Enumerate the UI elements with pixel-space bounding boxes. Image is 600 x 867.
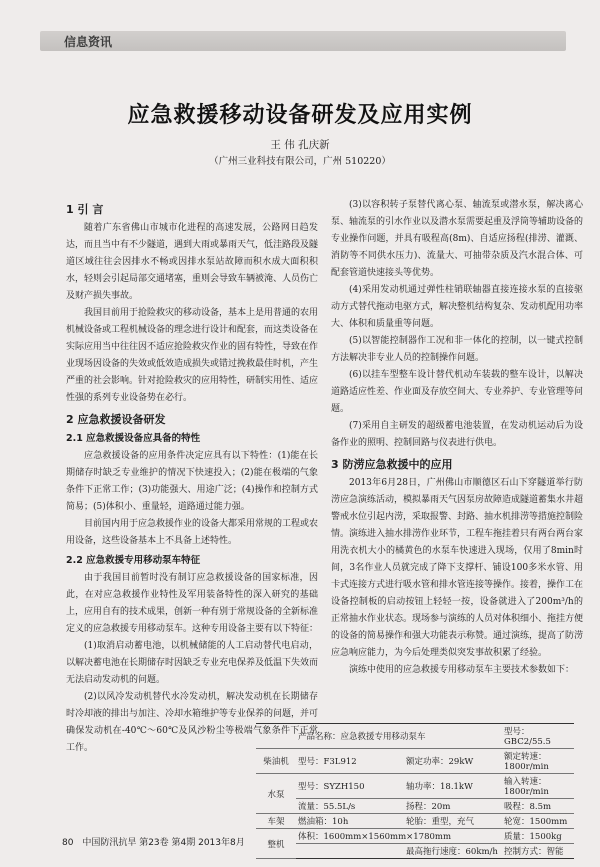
table-cell: 质量：1500kg xyxy=(502,829,574,844)
table-cell: 轴功率：18.1kW xyxy=(404,774,502,799)
journal-info: 中国防汛抗旱 第23卷 第4期 2013年8月 xyxy=(82,838,245,848)
table-cell: 额定功率：29kW xyxy=(404,749,502,774)
table-cell: 整机 xyxy=(256,829,296,859)
section-tag-label: 信息资讯 xyxy=(64,35,113,49)
paragraph: 2013年6月28日，广州佛山市顺德区石山下穿隧道举行防涝应急演练活动，模拟暴雨天气因泵房故障造成隧道蓄集水井超警戒水位引起内涝，采取报警、封路、抽水机排涝等措施控制险情。演练进入抽水排涝作业环节，工程车拖挂着只有两台两台家用洗衣机大小的橘黄色的水泵车快速进入现场，仅用了8min时间，3名作业人员就完成了降下支撑杆、铺设100多米水管、用卡式连接方式进行吸水管和排水管连接等操作。接着，操作工在设备控制板的启动按钮上轻轻一按，设备就进入了200m³/h的正常抽水作业状态。现场参与演练的人员对体积细小、拖挂方便的设备的简易操作和强大功能表示称赞。通过演练，提高了防涝应急响应能力，为今后处理类似突发事故积累了经验。 xyxy=(331,478,584,658)
page-number: 80 xyxy=(62,838,74,848)
paragraph: (1)取消启动蓄电池，以机械储能的人工启动替代电启动，以解决蓄电池在长期储存时因缺乏专业充电保养及低温下失效而无法启动发动机的问题。 xyxy=(66,641,319,685)
table-cell: 流量：55.5L/s xyxy=(296,799,404,814)
table-cell: 水泵 xyxy=(256,774,296,814)
paragraph: 随着广东省佛山市城市化进程的高速发展，公路网日趋发达，而且当中有不少隧道，遇到大雨或暴雨天气，低洼路段及隧道区域往往会因排水不畅或因排水泵站故障而积水成大面积积水，轻则会引起局部交通堵塞，重则会导致车辆被淹、人员伤亡及财产损失事故。 xyxy=(66,223,319,301)
right-column xyxy=(331,197,583,679)
article-authors: 王 伟 孔庆新 xyxy=(270,139,330,151)
table-cell: 输入转速：1800r/min xyxy=(502,774,574,799)
table-row xyxy=(256,724,574,749)
heading-section-2-2: 2.2 应急救援专用移动泵车特征 xyxy=(66,555,201,566)
paragraph: (5)以智能控制器作工况和非一体化的控制，以一键式控制方法解决非专业人员的控制操作问题。 xyxy=(331,336,583,363)
table-row xyxy=(256,799,574,814)
paragraph: (6)以挂车型整车设计替代机动车装载的整车设计，以解决道路适应性差、作业面及存放空间大、专业养护、专业管理等问题。 xyxy=(331,370,584,414)
paragraph: (4)采用发动机通过弹性柱销联轴器直接连接水泵的直接驱动方式替代拖动电驱方式，解决整机结构复杂、发动机配用功率大、体积和质量重等问题。 xyxy=(331,285,584,329)
paragraph: (3)以容积转子泵替代离心泵、轴流泵或潜水泵，解决离心泵、轴流泵的引水作业以及潜水泵需要起重及浮筒等辅助设备的专业操作问题，并具有吸程高(8m)、自适应扬程(排涝、灌溉、消防等不同供水压力)、流量大、可抽带杂质及汽水混合体、可配套管道快速接头等优势。 xyxy=(331,200,584,278)
table-cell: 轮胎：重型，充气 xyxy=(404,814,502,829)
table-cell xyxy=(296,844,404,859)
table-cell: 控制方式：智能 xyxy=(502,844,574,859)
table-cell: 柴油机 xyxy=(256,749,296,774)
table-cell: 车架 xyxy=(256,814,296,829)
table-cell: 燃油箱：10h xyxy=(296,814,404,829)
table-cell: 产品名称：应急救援专用移动泵车 xyxy=(296,724,502,749)
table-cell: 体积：1600mm×1560mm×1780mm xyxy=(296,829,502,844)
heading-section-2: 2 应急救援设备研发 xyxy=(66,413,166,426)
table-cell: 额定转速：1800r/min xyxy=(502,749,574,774)
paragraph: 应急救援设备的应用条件决定应具有以下特性：(1)能在长期储存时缺乏专业维护的情况下快速投入；(2)能在极端的气象条件下正常工作；(3)功能强大、用途广泛；(4)操作和控制方式简易；(5)体积小、重量轻，道路通过能力强。 xyxy=(66,451,318,512)
paragraph: 目前国内用于应急救援作业的设备大都采用常规的工程或农用设备，这些设备基本上不具备上述特性。 xyxy=(66,519,319,546)
table-row xyxy=(256,749,574,774)
heading-section-2-1: 2.1 应急救援设备应具备的特性 xyxy=(66,433,201,444)
paragraph: 演练中使用的应急救援专用移动泵车主要技术参数如下： xyxy=(349,665,575,675)
table-row xyxy=(256,844,574,859)
table-row xyxy=(256,829,574,844)
article-affiliation: （广州三业科技有限公司，广州 510220） xyxy=(209,156,391,167)
table-cell xyxy=(256,724,296,749)
table-cell: 扬程：20m xyxy=(404,799,502,814)
table-cell: 轮宽：1500mm xyxy=(502,814,574,829)
left-column xyxy=(66,197,318,757)
table-cell: 型号：SYZH150 xyxy=(296,774,404,799)
table-cell: 型号：F3L912 xyxy=(296,749,404,774)
table-row xyxy=(256,774,574,799)
table-cell: 吸程：8.5m xyxy=(502,799,574,814)
table-cell: 最高拖行速度：60km/h xyxy=(404,844,502,859)
paragraph: (2)以风冷发动机替代水冷发动机，解决发动机在长期储存时冷却液的排出与加注、冷却水箱维护等专业保养的问题，并可确保发动机在-40℃～60℃及风沙粉尘等极端气象条件下正常工作。 xyxy=(66,692,319,753)
table-cell: 型号：GBC2/55.5 xyxy=(502,724,574,749)
heading-section-3: 3 防涝应急救援中的应用 xyxy=(331,458,453,471)
heading-introduction: 1 引 言 xyxy=(66,203,104,216)
spec-table xyxy=(256,723,574,859)
table-row xyxy=(256,814,574,829)
section-tag xyxy=(40,31,566,51)
article-title: 应急救援移动设备研发及应用实例 xyxy=(127,103,473,128)
paragraph: 我国目前用于抢险救灾的移动设备，基本上是用普通的农用机械设备或工程机械设备的理念进行设计和配套，而这类设备在实际应用当中往往因不适应抢险救灾作业的固有特性，导致在作业现场因设备的失效或低效造成损失或错过挽救最佳时机，产生严重的社会影响。针对抢险救灾的应用特性，研制实用性、适应性强的系列专业设备势在必行。 xyxy=(66,308,319,403)
paragraph: 由于我国目前暂时没有制订应急救援设备的国家标准，因此，在对应急救援作业特性及军用装备特性的深入研究的基础上，应用自有的技术成果，创新一种有别于常规设备的全新标准定义的应急救援专用移动泵车。这种专用设备主要有以下特征： xyxy=(66,573,319,634)
page-footer xyxy=(62,835,245,848)
paragraph: (7)采用自主研发的超级蓄电池装置，在发动机运动后为设备作业的照明、控制回路与仪表进行供电。 xyxy=(331,421,583,448)
